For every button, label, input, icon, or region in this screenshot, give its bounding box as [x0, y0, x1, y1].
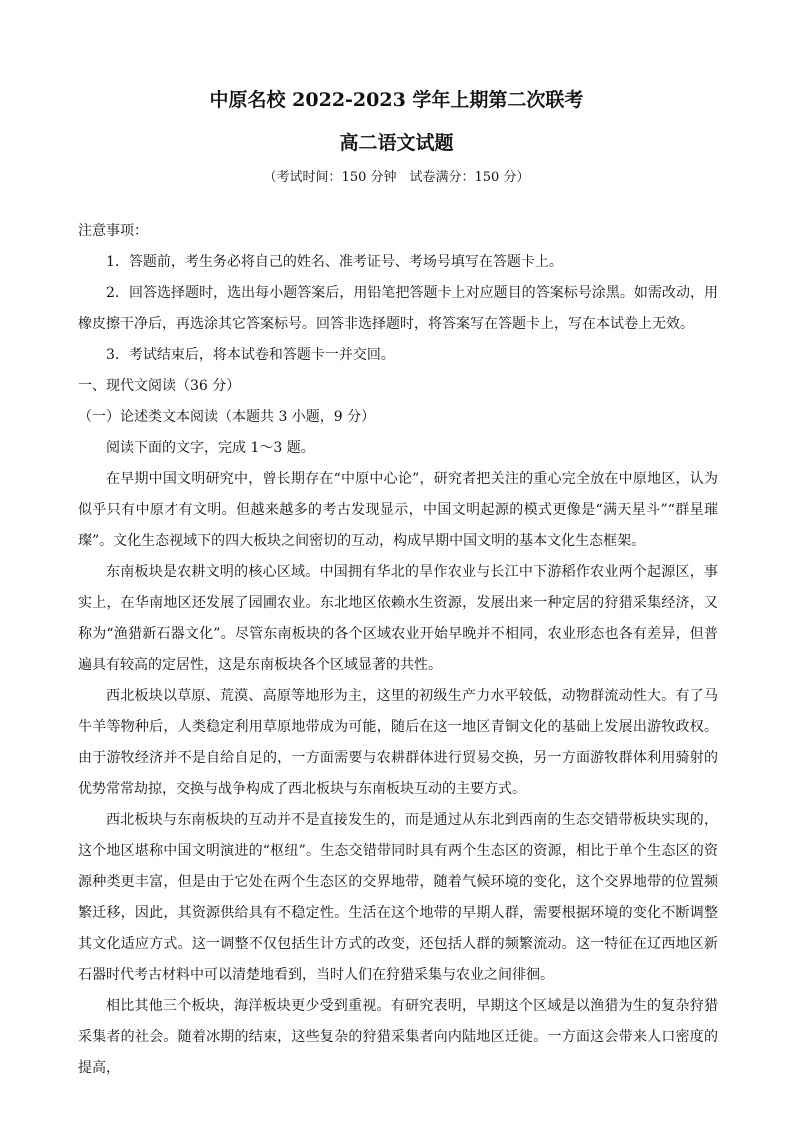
page-subtitle: 高二语文试题 [339, 132, 454, 154]
passage-paragraph-5: 相比其他三个板块，海洋板块更少受到重视。有研究表明，早期这个区域是以渔猎为生的复杂狩猎采集者的社会。随着冰期的结束，这些复杂的狩猎采集者向内陆地区迁徙。一方面这会带来人口密度的提高， [78, 998, 718, 1076]
reading-instruction: 阅读下面的文字，完成 1～3 题。 [106, 440, 315, 456]
notice-item-3: 3．考试结束后，将本试卷和答题卡一并交回。 [106, 347, 395, 363]
body-text [78, 216, 718, 1084]
passage-paragraph-1: 在早期中国文明研究中，曾长期存在“中原中心论”，研究者把关注的重心完全放在中原地区，认为似乎只有中原才有文明。但越来越多的考古发现显示，中国文明起源的模式更像是“满天星斗”“群星璀璨”。文化生态视域下的四大板块之间密切的互动，构成早期中国文明的基本文化生态框架。 [78, 471, 718, 549]
subsection-heading: （一）论述类文本阅读（本题共 3 小题，9 分） [78, 409, 376, 425]
notice-item-1: 1．答题前，考生务必将自己的姓名、准考证号、考场号填写在答题卡上。 [106, 254, 563, 270]
passage-paragraph-2: 东南板块是农耕文明的核心区域。中国拥有华北的旱作农业与长江中下游稻作农业两个起源区，事实上，在华南地区还发展了园圃农业。东北地区依赖水生资源，发展出来一种定居的狩猎采集经济，又称为“渔猎新石器文化”。尽管东南板块的各个区域农业开始早晚并不相同，农业形态也各有差异，但普遍具有较高的定居性，这是东南板块各个区域显著的共性。 [78, 564, 718, 673]
notice-heading: 注意事项： [78, 223, 148, 239]
page-title: 中原名校 2022-2023 学年上期第二次联考 [209, 89, 584, 111]
passage-paragraph-3: 西北板块以草原、荒漠、高原等地形为主，这里的初级生产力水平较低，动物群流动性大。有了马牛羊等物种后，人类稳定利用草原地带成为可能，随后在这一地区青铜文化的基础上发展出游牧政权。由于游牧经济并不是自给自足的，一方面需要与农耕群体进行贸易交换，另一方面游牧群体利用骑射的优势常常劫掠，交换与战争构成了西北板块与东南板块互动的主要方式。 [78, 688, 718, 797]
exam-info: （考试时间：150 分钟 试卷满分：150 分） [263, 170, 530, 185]
passage-paragraph-4: 西北板块与东南板块的互动并不是直接发生的，而是通过从东北到西南的生态交错带板块实现的，这个地区堪称中国文明演进的“枢纽”。生态交错带同时具有两个生态区的资源，相比于单个生态区的资源种类更丰富，但是由于它处在两个生态区的交界地带，随着气候环境的变化，这个交界地带的位置频繁迁移，因此，其资源供给具有不稳定性。生活在这个地带的早期人群，需要根据环境的变化不断调整其文化适应方式。这一调整不仅包括生计方式的改变，还包括人群的频繁流动。这一特征在辽西地区新石器时代考古材料中可以清楚地看到，当时人们在狩猎采集与农业之间徘徊。 [78, 812, 718, 983]
section-heading: 一、现代文阅读（36 分） [78, 378, 241, 394]
notice-item-2: 2．回答选择题时，选出每小题答案后，用铅笔把答题卡上对应题目的答案标号涂黑。如需改动，用橡皮擦干净后，再选涂其它答案标号。回答非选择题时，将答案写在答题卡上，写在本试卷上无效。 [78, 285, 718, 332]
